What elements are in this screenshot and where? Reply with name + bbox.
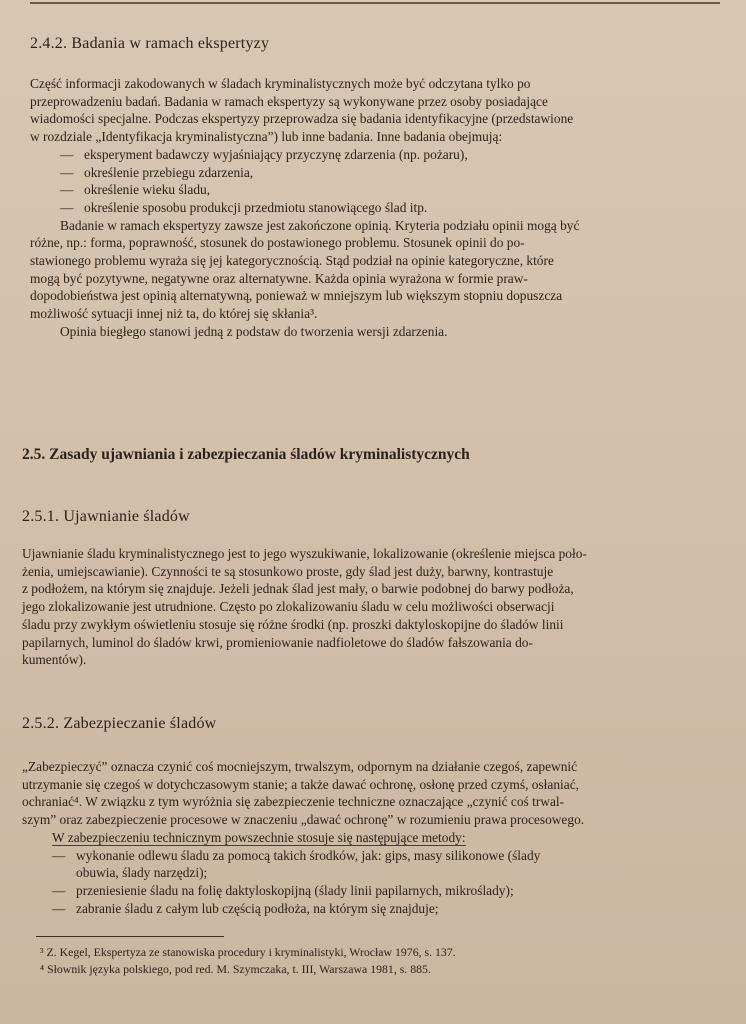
section-heading-2-5-2: 2.5.2. Zabezpieczanie śladów: [22, 715, 217, 732]
list-item: — przeniesienie śladu na folię daktyloskopijną (ślady linii papilarnych, mikroślady);: [52, 882, 514, 898]
text-line: możliwość sytuacji innej niż ta, do której się skłania³.: [30, 306, 318, 322]
text-line: śladu przy zwykłym oświetleniu stosuje się różne środki (np. proszki daktyloskopijne do śladów linii: [22, 616, 564, 632]
research-list: [30, 146, 685, 217]
text-line: Ujawnianie śladu kryminalistycznego jest to jego wyszukiwanie, lokalizowanie (określenie miejsca poło-: [22, 546, 587, 561]
text-line: wiadomości specjalne. Podczas ekspertyzy przeprowadza się badania identyfikacyjne (przedstawione: [30, 111, 574, 127]
list-item: — wykonanie odlewu śladu za pomocą takich środków, jak: gips, masy silikonowe (ślady: [52, 847, 541, 863]
list-item: — eksperyment badawczy wyjaśniający przyczynę zdarzenia (np. pożaru),: [60, 146, 468, 162]
text-line: utrzymanie się czegoś w dotychczasowym stanie; a także dawać ochronę, osłonę przed czymś, osłaniać,: [22, 776, 579, 792]
list-item: — określenie sposobu produkcji przedmiotu stanowiącego ślad itp.: [60, 199, 428, 215]
paragraph-zabezpieczanie: [22, 758, 690, 917]
text-line: przeprowadzeniu badań. Badania w ramach ekspertyzy są wykonywane przez osoby posiadające: [30, 93, 548, 109]
footnote-4: ⁴ Słownik języka polskiego, pod red. M. Szymczaka, t. III, Warszawa 1981, s. 885.: [40, 962, 431, 976]
text-line: żenia, umiejscawianie). Czynności te są stosunkowo proste, gdy ślad jest duży, barwny, kontrastuje: [22, 563, 554, 579]
text-line: Opinia biegłego stanowi jedną z podstaw do tworzenia wersji zdarzenia.: [60, 323, 448, 339]
text-line: „Zabezpieczyć” oznacza czynić coś mocniejszym, trwalszym, odpornym na działanie czegoś, zapewnić: [22, 759, 578, 774]
text-line: stawionego problemu wyraża się jej kategorycznością. Stąd podział na opinie kategoryczne, które: [30, 253, 554, 269]
text-line: kumentów).: [22, 652, 87, 668]
text-line: jego zlokalizowanie jest utrudnione. Często po zlokalizowaniu śladu w celu możliwości obserwacji: [22, 599, 555, 615]
text-line: papilarnych, luminol do śladów krwi, promieniowanie nadfioletowe do śladów fałszowania do-: [22, 634, 533, 650]
paragraph-ujawnianie: [22, 545, 687, 669]
section-heading-2-5-1: 2.5.1. Ujawnianie śladów: [22, 508, 190, 525]
chapter-heading-2-5: 2.5. Zasady ujawniania i zabezpieczania śladów kryminalistycznych: [22, 446, 470, 463]
list-item: — określenie przebiegu zdarzenia,: [60, 164, 254, 180]
methods-list: [22, 847, 690, 918]
header-rule: [30, 2, 720, 4]
list-item-continuation: obuwia, ślady narzędzi);: [76, 865, 208, 881]
text-line: Część informacji zakodowanych w śladach kryminalistycznych może być odczytana tylko po: [30, 76, 531, 91]
text-line: szym” oraz zabezpieczenie procesowe w znaczeniu „dawać ochronę” w rozumieniu prawa procesowego.: [22, 812, 585, 828]
text-line: mogą być pozytywne, negatywne oraz alternatywne. Każda opinia wyrażona w formie praw-: [30, 270, 528, 286]
footnote-3: ³ Z. Kegel, Ekspertyza ze stanowiska procedury i kryminalistyki, Wrocław 1976, s. 137.: [40, 945, 456, 959]
text-line: [22, 829, 690, 847]
list-item: — zabranie śladu z całym lub częścią podłoża, na którym się znajduje;: [52, 900, 439, 916]
list-item: — określenie wieku śladu,: [60, 182, 211, 198]
text-line: Badanie w ramach ekspertyzy zawsze jest zakończone opinią. Kryteria podziału opinii mogą być: [60, 217, 580, 233]
text-line: ochraniać⁴. W związku z tym wyróżnia się zabezpieczenie techniczne oznaczające „czynić coś trwal-: [22, 794, 565, 810]
paragraph-ekspertyza: [30, 75, 685, 341]
text-line: dopodobieństwa jest opinią alternatywną, ponieważ w mniejszym lub większym stopniu dopuszcza: [30, 288, 563, 304]
underlined-text: W zabezpieczeniu technicznym powszechnie stosuje się następujące metody:: [52, 829, 466, 845]
section-heading-2-4-2: 2.4.2. Badania w ramach ekspertyzy: [30, 35, 270, 52]
footnote-rule: [36, 936, 224, 937]
text-line: w rozdziale „Identyfikacja kryminalistyczna”) lub inne badania. Inne badania obejmują:: [30, 129, 503, 145]
text-line: z podłożem, na którym się znajduje. Jeżeli jednak ślad jest mały, o barwie podobnej do barwy podłoża,: [22, 581, 574, 597]
text-line: różne, np.: forma, poprawność, stosunek do postawionego problemu. Stosunek opinii do po-: [30, 235, 525, 251]
